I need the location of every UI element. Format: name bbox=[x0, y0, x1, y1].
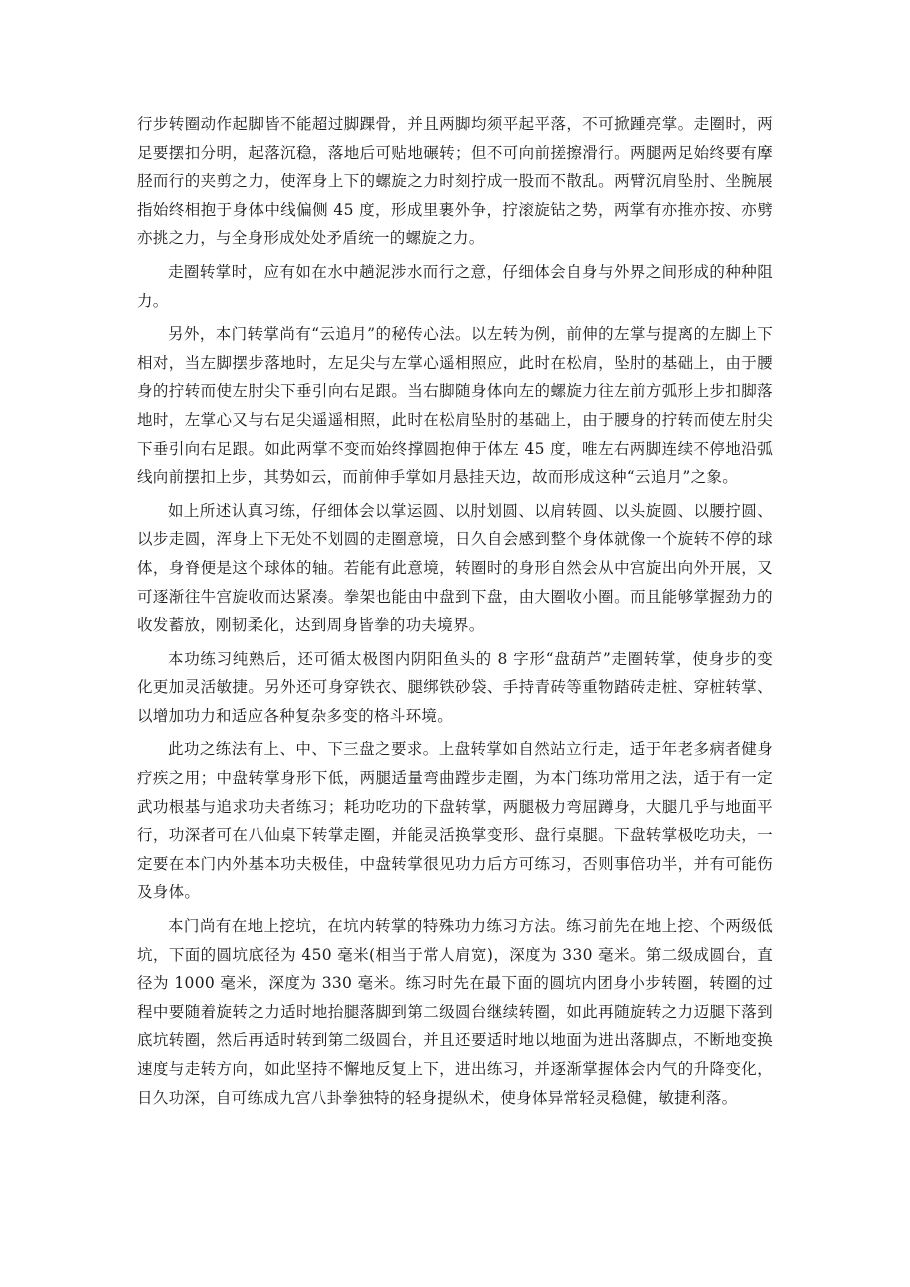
paragraph-circle-practice: 如上所述认真习练，仔细体会以掌运圆、以肘划圆、以肩转圆、以头旋圆、以腰拧圆、以步走圆，浑身上下无处不划圆的走圈意境，日久自会感到整个身体就像一个旋转不停的球体，身脊便是这个球体的轴。若能有此意境，转圈时的身形自然会从中宫旋出向外开展，又可逐渐往牛宫旋收而达紧凑。拳架也能由中盘到下盘，由大圈收小圈。而且能够掌握劲力的收发蓄放，刚韧柔化，达到周身皆拳的功夫境界。 bbox=[137, 501, 773, 635]
paragraph-pit-training: 本门尚有在地上挖坑，在坑内转掌的特殊功力练习方法。练习前先在地上挖、个两级低坑，下面的圆坑底径为 450 毫米(相当于常人肩宽)，深度为 330 毫米。第二级成圆台，直径为 1000 毫米，深度为 330 毫米。练习时先在最下面的圆坑内团身小步转圈，转圈的过程中要随着旋转之力适时地抬腿落脚到第二级圆台继续转圈，如此再随旋转之力迈腿下落到底坑转圈，然后再适时转到第二级圆台，并且还要适时地以地面为进出落脚点，不断地变换速度与走转方向，如此坚持不懈地反复上下，进出练习，并逐渐掌握体会内气的升降变化，日久功深，自可练成九宫八卦拳独特的轻身提纵术，使身体异常轻灵稳健，敏捷利落。 bbox=[137, 917, 773, 1107]
paragraph-walking-technique: 行步转圈动作起脚皆不能超过脚踝骨，并且两脚均须平起平落，不可掀踵亮掌。走圈时，两足要摆扣分明，起落沉稳，落地后可贴地碾转；但不可向前搓擦滑行。两腿两足始终要有摩胫而行的夹剪之力，使浑身上下的螺旋之力时刻拧成一股而不散乱。两臂沉肩坠肘、坐腕展指始终相抱于身体中线偏侧 45 度，形成里裹外争，拧滚旋钻之势，两掌有亦推亦按、亦劈亦挑之力，与全身形成处处矛盾统一的螺旋之力。 bbox=[137, 115, 773, 248]
document-body bbox=[137, 110, 773, 1117]
paragraph-three-levels: 此功之练法有上、中、下三盘之要求。上盘转掌如自然站立行走，适于年老多病者健身疗疾之用；中盘转掌身形下低，两腿适量弯曲蹚步走圈，为本门练功常用之法，适于有一定武功根基与追求功夫者练习；耗功吃功的下盘转掌，两腿极力弯屈蹲身，大腿几乎与地面平行，功深者可在八仙桌下转掌走圈，并能灵活换掌变形、盘行桌腿。下盘转掌极吃功夫，一定要在本门内外基本功夫极佳，中盘转掌很见功力后方可练习，否则事倍功半，并有可能伤及身体。 bbox=[137, 740, 773, 902]
paragraph-water-resistance: 走圈转掌时，应有如在水中趟泥涉水而行之意，仔细体会自身与外界之间形成的种种阻力。 bbox=[137, 262, 773, 310]
paragraph-cloud-chasing-moon: 另外，本门转掌尚有“云追月”的秘传心法。以左转为例，前伸的左掌与提离的左脚上下相对，当左脚摆步落地时，左足尖与左掌心遥相照应，此时在松肩，坠肘的基础上，由于腰身的拧转而使左肘尖下垂引向右足跟。当右脚随身体向左的螺旋力往左前方弧形上步扣脚落地时，左掌心又与右足尖遥遥相照，此时在松肩坠肘的基础上，由于腰身的拧转而使左肘尖下垂引向右足跟。如此两掌不变而始终撑圆抱伸于体左 45 度，唯左右两脚连续不停地沿弧线向前摆扣上步，其势如云，而前伸手掌如月悬挂天边，故而形成这种“云追月”之象。 bbox=[137, 325, 773, 487]
paragraph-figure-eight: 本功练习纯熟后，还可循太极图内阴阳鱼头的 8 字形“盘葫芦”走圈转掌，使身步的变化更加灵活敏捷。另外还可身穿铁衣、腿绑铁砂袋、手持青砖等重物踏砖走桩、穿桩转掌、以增加功力和适应各种复杂多变的格斗环境。 bbox=[137, 649, 773, 725]
